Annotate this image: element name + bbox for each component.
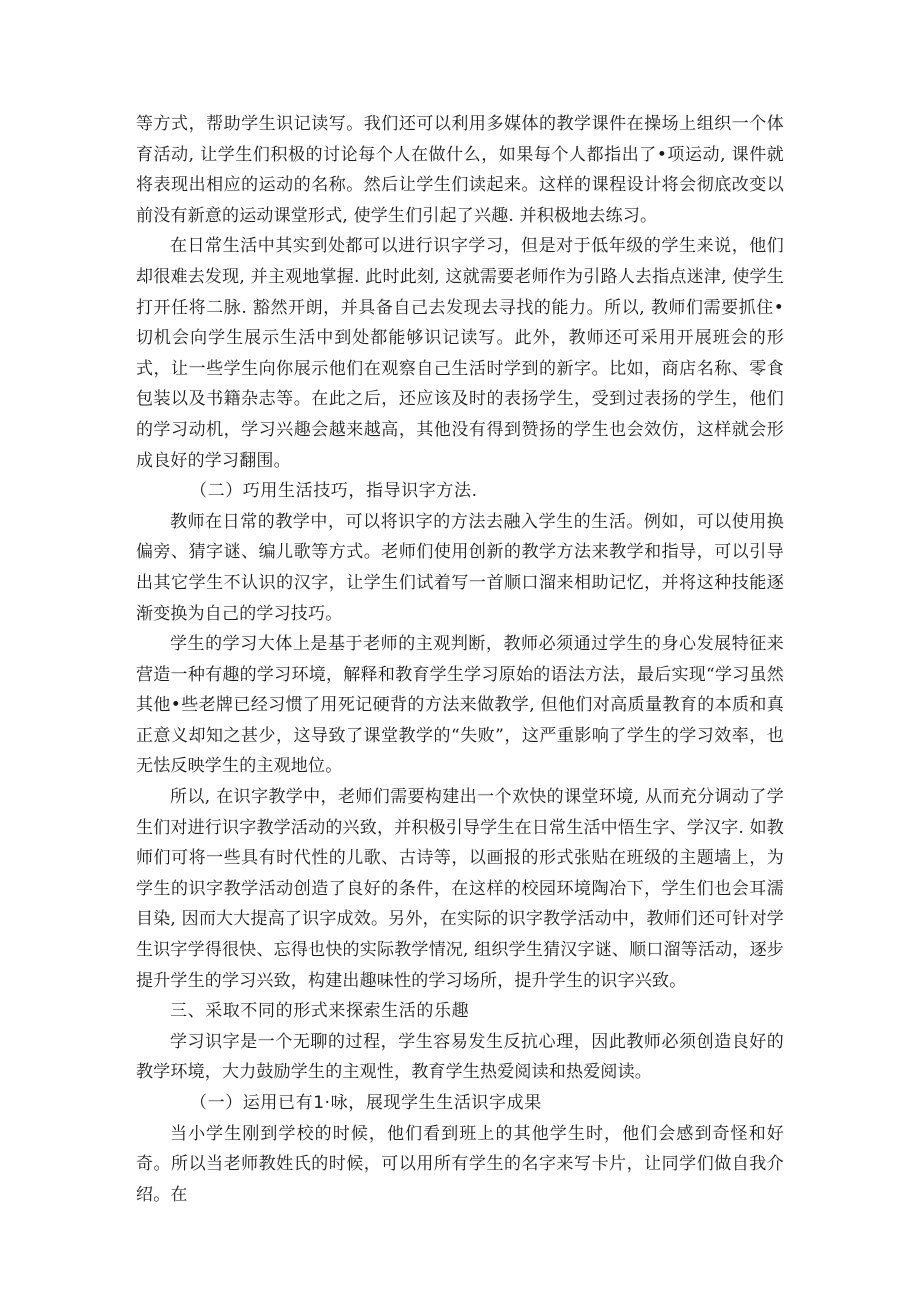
section-heading-2: （二）巧用生活技巧，指导识字方法. (190, 481, 478, 502)
paragraph-3: 教师在日常的教学中，可以将识字的方法去融入学生的生活。例如，可以使用换偏旁、猜字谜、编儿歌等方式。老师们使用创新的教学方法来教学和指导，可以引导出其它学生不认识的汉字，让学生们试着写一首顺口溜来相助记忆，并将这种技能逐渐变换为自己的学习技巧。 (136, 511, 784, 624)
paragraph-2: 在日常生活中其实到处都可以进行识字学习，但是对于低年级的学生来说，他们却很难去发现, 并主观地掌握. 此时此刻, 这就需要老师作为引路人去指点迷津, 使学生打开任将二脉. 豁然开朗，并具备自己去发现去寻找的能力。所以, 教师们需要抓住•切机会向学生展示生活中到处都能够识记读写。此外，教师还可采用开展班会的形式，让一些学生向你展示他们在观察自己生活时学到的新字。比如，商店名称、零食包装以及书籍杂志等。在此之后，还应该及时的表扬学生，受到过表扬的学生，他们的学习动机，学习兴趣会越来越高，其他没有得到赞扬的学生也会效仿，这样就会形成良好的学习翻围。 (136, 236, 784, 471)
paragraph-1: 等方式，帮助学生识记读写。我们还可以利用多媒体的教学课件在操场上组织一个体育活动, 让学生们积极的讨论每个人在做什么，如果每个人都指出了•项运动, 课件就将表现出相应的运动的名称。然后让学生们读起来。这样的课程设计将会彻底改变以前没有新意的运动课堂形式, 使学生们引起了兴趣. 并积极地去练习。 (136, 114, 784, 226)
chapter-heading-3: 三、采取不同的形式来探索生活的乐趣 (170, 1001, 470, 1022)
section-heading-1: （一）运用已有1·咏，展现学生生活识字成果 (190, 1093, 542, 1113)
paragraph-6: 学习识字是一个无聊的过程，学生容易发生反抗心理，因此教师必须创造良好的教学环境，大力鼓励学生的主观性，教育学生热爱阅读和热爱阅读。 (136, 1031, 784, 1083)
paragraph-7: 当小学生刚到学校的时候，他们看到班上的其他学生时，他们会感到奇怪和好奇。所以当老师教姓氏的时候，可以用所有学生的名字来写卡片，让同学们做自我介绍。在 (136, 1123, 784, 1205)
paragraph-5: 所以, 在识字教学中，老师们需要构建出一个欢快的课堂环境, 从而充分调动了学生们对进行识字教学活动的兴致，并积极引导学生在日常生活中悟生字、学汉字. 如教师们可将一些具有时代性的儿歌、古诗等，以画报的形式张贴在班级的主题墙上，为学生的识字教学活动创造了良好的条件，在这样的校园环境陶冶下，学生们也会耳濡目染, 因而大大提高了识字成效。另外，在实际的识字教学活动中，教师们还可针对学生识字学得很快、忘得也快的实际教学情况, 组织学生猜汉字谜、顺口溜等活动，逐步提升学生的学习兴致，构建出趣味性的学习场所，提升学生的识字兴致。 (136, 787, 784, 991)
paragraph-4: 学生的学习大体上是基于老师的主观判断，教师必须通过学生的身心发展特征来营造一种有趣的学习环境，解释和教育学生学习原始的语法方法，最后实现“学习虽然其他•些老牌已经习惯了用死记硬背的方法来做教学, 但他们对高质量教育的本质和真正意义却知之甚少，这导致了课堂教学的“失败”，这严重影响了学生的学习效率，也无怯反映学生的主观地位。 (136, 634, 784, 777)
document-body (136, 109, 784, 1210)
